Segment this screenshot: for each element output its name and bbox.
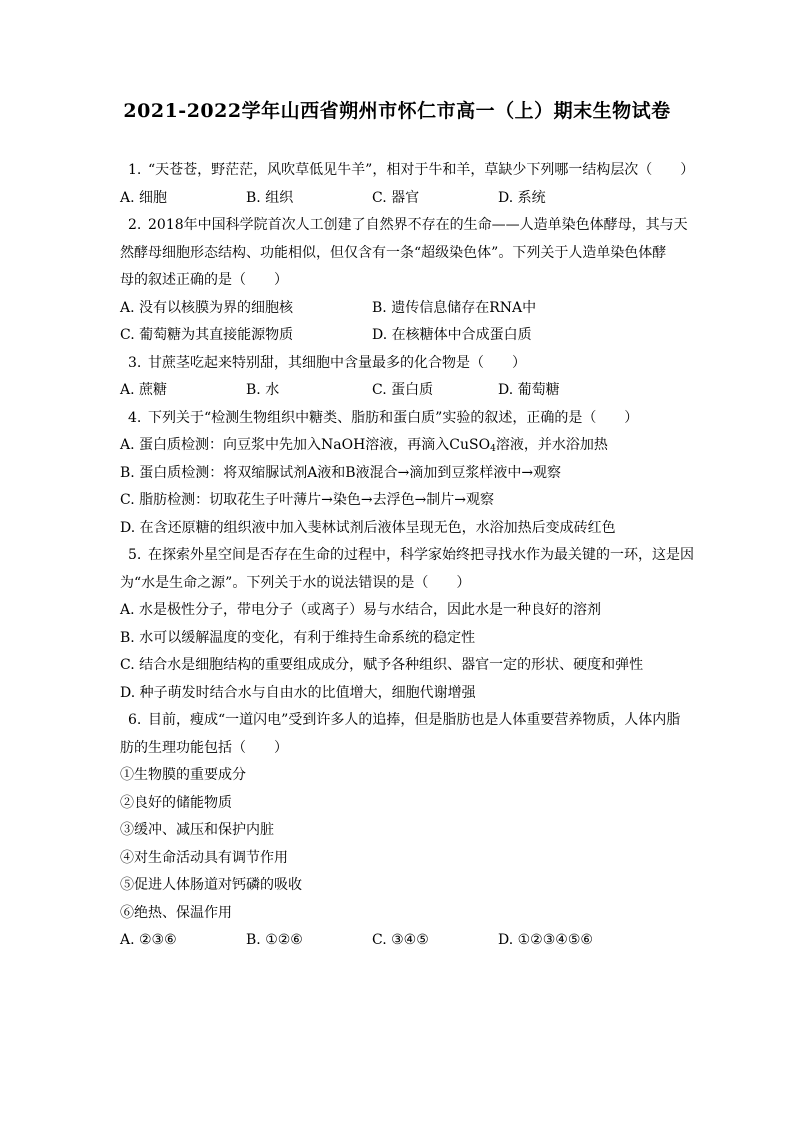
option-c[interactable]: C. ③④⑤: [372, 932, 429, 948]
question-number: 2.: [128, 217, 142, 233]
question-text-line-2: 然酵母细胞形态结构、功能相似，但仅含有一条“超级染色体”。下列关于人造单染色体酵: [120, 244, 667, 261]
option-d[interactable]: D. 在含还原糖的组织液中加入斐林试剂后液体呈现无色，水浴加热后变成砖红色: [120, 519, 616, 536]
option-c[interactable]: C. 脂肪检测：切取花生子叶薄片→染色→去浮色→制片→观察: [120, 492, 495, 508]
question-number: 1.: [128, 162, 142, 178]
question-text: 甘蔗茎吃起来特别甜，其细胞中含量最多的化合物是（ ）: [148, 354, 526, 371]
question-text-line-1: 目前，瘦成“一道闪电”受到许多人的追捧，但是脂肪也是人体重要营养物质，人体内脂: [148, 712, 681, 728]
option-c[interactable]: C. 器官: [372, 189, 420, 206]
option-a-text-end: 溶液，并水浴加热: [495, 437, 608, 453]
option-b[interactable]: B. 组织: [246, 189, 294, 206]
subscript-four: 4: [490, 444, 496, 454]
option-b[interactable]: B. 水: [246, 382, 280, 398]
option-d[interactable]: D. 种子萌发时结合水与自由水的比值增大，细胞代谢增强: [120, 684, 476, 701]
option-a[interactable]: A. 没有以核膜为界的细胞核: [120, 299, 294, 316]
question-2-options-row-2: [120, 322, 680, 350]
statement-item: ⑥绝热、保温作用: [120, 904, 232, 921]
question-text: 下列关于“检测生物组织中糖类、脂肪和蛋白质”实验的叙述，正确的是（ ）: [148, 409, 639, 426]
option-d[interactable]: D. 葡萄糖: [498, 382, 560, 398]
question-text-line-2: 肪的生理功能包括（ ）: [120, 739, 288, 756]
option-a[interactable]: A. 水是极性分子，带电分子（或离子）易与水结合，因此水是一种良好的溶剂: [120, 602, 602, 618]
question-number: 5.: [128, 547, 142, 563]
option-a[interactable]: [120, 432, 680, 460]
statement-item: ⑤促进人体肠道对钙磷的吸收: [120, 877, 302, 893]
option-b[interactable]: B. 遗传信息储存在RNA中: [372, 299, 537, 316]
option-b[interactable]: B. 水可以缓解温度的变化，有利于维持生命系统的稳定性: [120, 629, 476, 646]
question-text-line-3: 母的叙述正确的是（ ）: [120, 272, 288, 288]
question-number: 4.: [128, 409, 142, 426]
question-2-options-row-1: [120, 295, 680, 323]
question-4-stem: [120, 405, 680, 433]
option-c[interactable]: C. 结合水是细胞结构的重要组成成分，赋予各种组织、器官一定的形状、硬度和弹性: [120, 657, 644, 673]
option-a-text-start: A. 蛋白质检测：向豆浆中先加入NaOH溶液，再滴入CuSO: [120, 437, 491, 453]
question-text-line-1: 在探索外星空间是否存在生命的过程中，科学家始终把寻找水作为最关键的一环，这是因: [148, 547, 694, 563]
option-a[interactable]: A. 蔗糖: [120, 382, 168, 398]
option-d[interactable]: D. ①②③④⑤⑥: [498, 932, 593, 948]
question-text: “天苍苍，野茫茫，风吹草低见牛羊”，相对于牛和羊，草缺少下列哪一结构层次（ ）: [148, 162, 695, 178]
question-1-stem: [120, 157, 695, 185]
question-list: [120, 157, 695, 955]
option-c[interactable]: C. 葡萄糖为其直接能源物质: [120, 327, 294, 343]
option-c[interactable]: C. 蛋白质: [372, 382, 434, 398]
question-text-line-1: 2018年中国科学院首次人工创建了自然界不存在的生命——人造单染色体酵母，其与天: [148, 217, 688, 233]
question-1-options: [120, 185, 680, 213]
statement-item: ④对生命活动具有调节作用: [120, 849, 288, 866]
option-b[interactable]: B. 蛋白质检测：将双缩脲试剂A液和B液混合→滴加到豆浆样液中→观察: [120, 464, 562, 481]
question-3-options: [120, 377, 680, 405]
question-5-stem: [120, 542, 694, 570]
question-2-stem: [120, 212, 688, 240]
option-a[interactable]: A. ②③⑥: [120, 932, 177, 948]
option-a[interactable]: A. 细胞: [120, 189, 168, 206]
option-b[interactable]: B. ①②⑥: [246, 932, 303, 948]
question-number: 3.: [128, 354, 142, 371]
question-text-line-2: 为“水是生命之源”。下列关于水的说法错误的是（ ）: [120, 574, 471, 591]
statement-item: ③缓冲、减压和保护内脏: [120, 822, 274, 838]
statement-item: ①生物膜的重要成分: [120, 767, 246, 783]
question-6-stem: [120, 707, 680, 735]
statement-item: ②良好的储能物质: [120, 794, 232, 811]
question-6-options: [120, 927, 680, 955]
option-d[interactable]: D. 在核糖体中合成蛋白质: [372, 327, 532, 343]
option-d[interactable]: D. 系统: [498, 189, 546, 206]
question-3-stem: [120, 350, 680, 378]
exam-title: 2021-2022学年山西省朔州市怀仁市高一（上）期末生物试卷: [123, 100, 671, 122]
question-number: 6.: [128, 712, 142, 728]
